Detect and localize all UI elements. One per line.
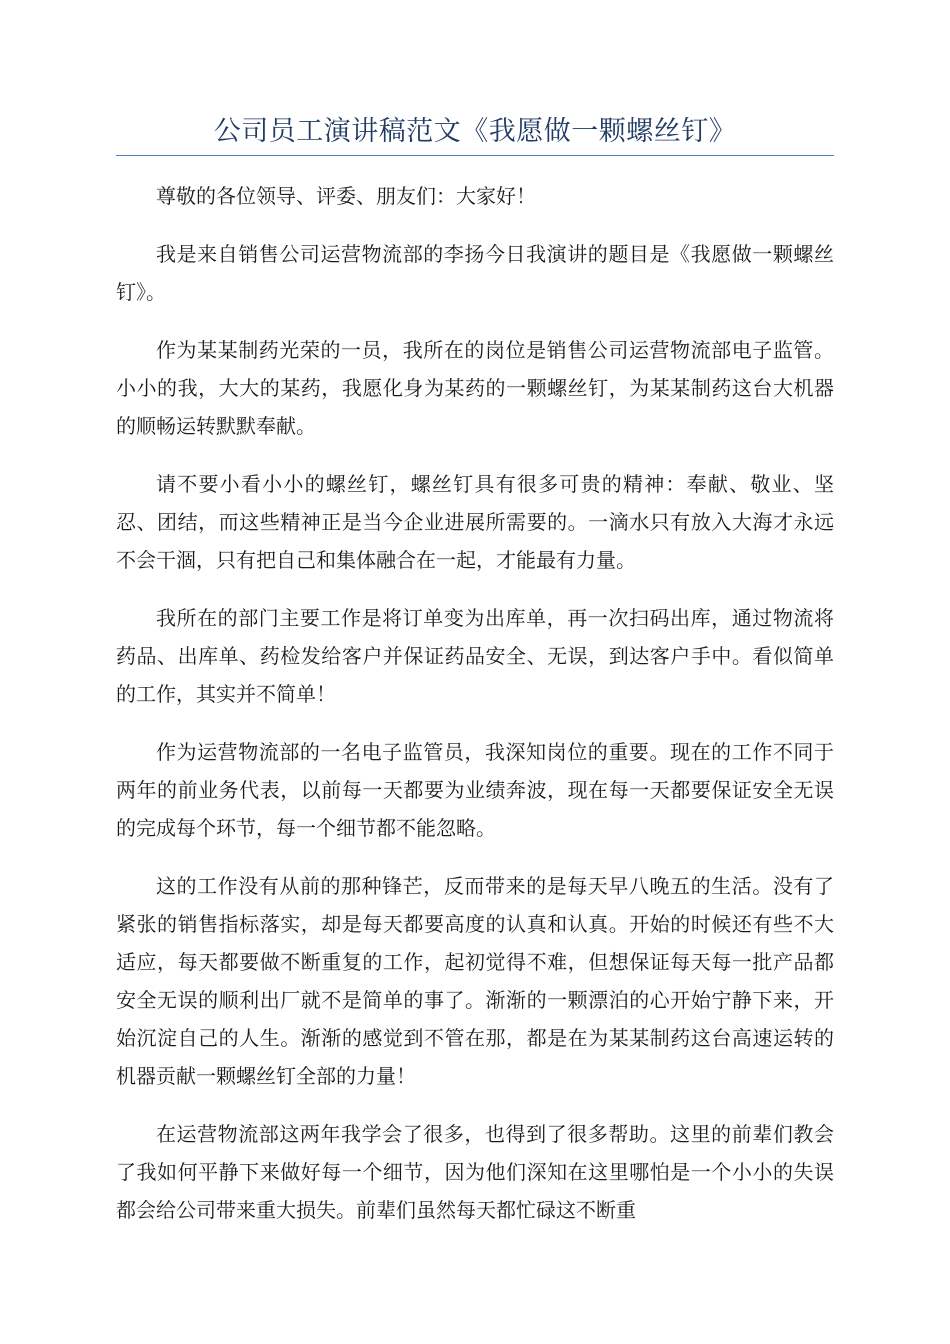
title-underline bbox=[116, 155, 834, 156]
document-body bbox=[116, 177, 834, 1249]
paragraph-learning: 在运营物流部这两年我学会了很多，也得到了很多帮助。这里的前辈们教会了我如何平静下来做好每一个细节，因为他们深知在这里哪怕是一个小小的失误都会给公司带来重大损失。前辈们虽然每天都忙碌这不断重 bbox=[116, 1122, 834, 1222]
paragraph-greeting: 尊敬的各位领导、评委、朋友们：大家好！ bbox=[156, 184, 536, 208]
paragraph-daily-life: 这的工作没有从前的那种锋芒，反而带来的是每天早八晚五的生活。没有了紧张的销售指标落实，却是每天都要高度的认真和认真。开始的时候还有些不大适应，每天都要做不断重复的工作，起初觉得不难，但想保证每天每一批产品都安全无误的顺利出厂就不是简单的事了。渐渐的一颗漂泊的心开始宁静下来，开始沉淀自己的人生。渐渐的感觉到不管在那，都是在为某某制药这台高速运转的机器贡献一颗螺丝钉全部的力量！ bbox=[116, 874, 834, 1088]
document-title: 公司员工演讲稿范文《我愿做一颗螺丝钉》 bbox=[213, 116, 737, 147]
paragraph-role: 作为某某制药光荣的一员，我所在的岗位是销售公司运营物流部电子监管。小小的我，大大的某药，我愿化身为某药的一颗螺丝钉，为某某制药这台大机器的顺畅运转默默奉献。 bbox=[116, 338, 834, 438]
paragraph-department-work: 我所在的部门主要工作是将订单变为出库单，再一次扫码出库，通过物流将药品、出库单、药检发给客户并保证药品安全、无误，到达客户手中。看似简单的工作，其实并不简单！ bbox=[116, 606, 834, 706]
paragraph-intro: 我是来自销售公司运营物流部的李扬今日我演讲的题目是《我愿做一颗螺丝钉》。 bbox=[116, 242, 834, 304]
paragraph-spirit: 请不要小看小小的螺丝钉，螺丝钉具有很多可贵的精神：奉献、敬业、坚忍、团结，而这些精神正是当今企业进展所需要的。一滴水只有放入大海才永远不会干涸，只有把自己和集体融合在一起，才能最有力量。 bbox=[116, 472, 834, 572]
paragraph-supervisor: 作为运营物流部的一名电子监管员，我深知岗位的重要。现在的工作不同于两年的前业务代表，以前每一天都要为业绩奔波，现在每一天都要保证安全无误的完成每个环节，每一个细节都不能忽略。 bbox=[116, 740, 834, 840]
